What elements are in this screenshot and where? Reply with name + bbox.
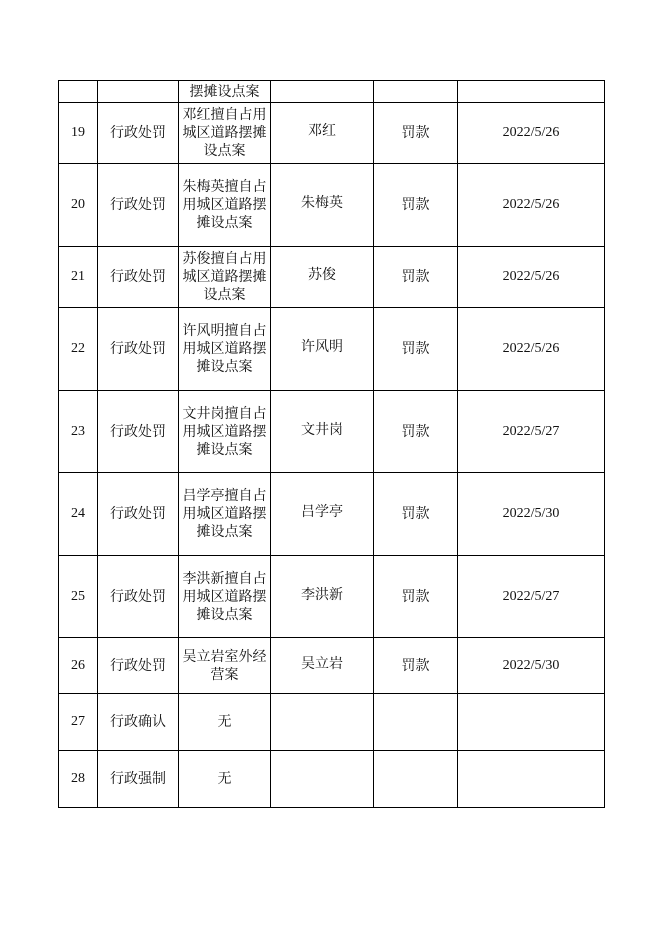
row-case: 文井岗擅自占用城区道路摆摊设点案 <box>179 391 271 473</box>
row-case: 李洪新擅自占用城区道路摆摊设点案 <box>179 556 271 638</box>
row-type: 行政强制 <box>98 751 179 808</box>
row-date: 2022/5/26 <box>458 103 605 164</box>
records-table <box>58 80 605 808</box>
row-date: 2022/5/27 <box>458 391 605 473</box>
row-number: 21 <box>59 247 98 308</box>
row-number <box>59 81 98 103</box>
row-case: 吴立岩室外经营案 <box>179 638 271 694</box>
row-action <box>374 694 458 751</box>
row-type <box>98 81 179 103</box>
row-party: 吕学亭 <box>271 473 374 556</box>
row-action: 罚款 <box>374 391 458 473</box>
row-action: 罚款 <box>374 308 458 391</box>
row-type: 行政处罚 <box>98 473 179 556</box>
row-party: 朱梅英 <box>271 164 374 247</box>
row-case: 吕学亭擅自占用城区道路摆摊设点案 <box>179 473 271 556</box>
row-type: 行政处罚 <box>98 391 179 473</box>
row-number: 22 <box>59 308 98 391</box>
table-row <box>59 473 605 556</box>
row-type: 行政处罚 <box>98 308 179 391</box>
row-action: 罚款 <box>374 556 458 638</box>
row-case: 许风明擅自占用城区道路摆摊设点案 <box>179 308 271 391</box>
row-number: 23 <box>59 391 98 473</box>
row-date <box>458 751 605 808</box>
row-case: 摆摊设点案 <box>179 81 271 103</box>
row-party: 苏俊 <box>271 247 374 308</box>
row-number: 19 <box>59 103 98 164</box>
row-party: 文井岗 <box>271 391 374 473</box>
row-type: 行政处罚 <box>98 247 179 308</box>
row-action: 罚款 <box>374 638 458 694</box>
row-date <box>458 694 605 751</box>
row-party: 许风明 <box>271 308 374 391</box>
row-party: 邓红 <box>271 103 374 164</box>
table-row <box>59 694 605 751</box>
row-case: 邓红擅自占用城区道路摆摊设点案 <box>179 103 271 164</box>
row-number: 20 <box>59 164 98 247</box>
table-row <box>59 247 605 308</box>
table-row <box>59 164 605 247</box>
row-date: 2022/5/26 <box>458 164 605 247</box>
row-date <box>458 81 605 103</box>
row-date: 2022/5/30 <box>458 638 605 694</box>
row-party <box>271 81 374 103</box>
row-date: 2022/5/26 <box>458 308 605 391</box>
row-type: 行政处罚 <box>98 556 179 638</box>
table-row <box>59 81 605 103</box>
row-number: 27 <box>59 694 98 751</box>
row-type: 行政处罚 <box>98 103 179 164</box>
table-row <box>59 638 605 694</box>
row-date: 2022/5/27 <box>458 556 605 638</box>
table-row <box>59 391 605 473</box>
row-action <box>374 751 458 808</box>
row-date: 2022/5/30 <box>458 473 605 556</box>
row-number: 28 <box>59 751 98 808</box>
row-number: 24 <box>59 473 98 556</box>
table-row <box>59 556 605 638</box>
row-case: 无 <box>179 751 271 808</box>
row-party: 李洪新 <box>271 556 374 638</box>
row-type: 行政确认 <box>98 694 179 751</box>
row-action <box>374 81 458 103</box>
row-case: 苏俊擅自占用城区道路摆摊设点案 <box>179 247 271 308</box>
table-row <box>59 751 605 808</box>
row-action: 罚款 <box>374 247 458 308</box>
row-type: 行政处罚 <box>98 164 179 247</box>
row-party <box>271 751 374 808</box>
row-case: 朱梅英擅自占用城区道路摆摊设点案 <box>179 164 271 247</box>
row-party <box>271 694 374 751</box>
row-number: 26 <box>59 638 98 694</box>
row-number: 25 <box>59 556 98 638</box>
row-action: 罚款 <box>374 473 458 556</box>
row-party: 吴立岩 <box>271 638 374 694</box>
row-action: 罚款 <box>374 164 458 247</box>
row-type: 行政处罚 <box>98 638 179 694</box>
table-row <box>59 308 605 391</box>
table-row <box>59 103 605 164</box>
row-date: 2022/5/26 <box>458 247 605 308</box>
row-action: 罚款 <box>374 103 458 164</box>
row-case: 无 <box>179 694 271 751</box>
